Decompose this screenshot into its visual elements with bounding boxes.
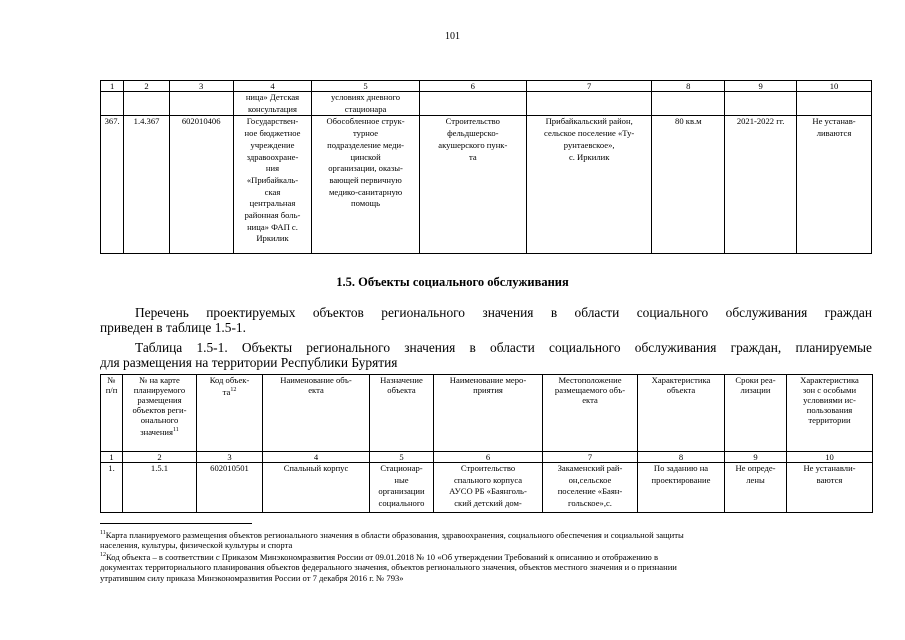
activity-name: Строительство спального корпуса АУСО РБ «Баянголь- ский детский дом- [434,463,543,513]
object-purpose: Стационар- ные организации социального [370,463,434,513]
index-cell: 6 [434,452,543,463]
footnote-mark: 12 [100,552,106,558]
table-cell: условиях дневного стационара [312,92,419,116]
index-cell: 7 [526,81,651,92]
footnote-ref: 11 [172,427,179,433]
index-cell: 7 [543,452,638,463]
object-purpose: Обособленное струк- турное подразделение меди- цинской организации, оказы- вающей первичную медико-санитарную помощь [312,116,419,254]
header-activity-name: Наименование меро- приятия [434,375,543,452]
table-row [101,116,872,254]
footnote-ref: 12 [230,387,237,393]
table-social-services [100,374,873,513]
index-cell: 10 [797,81,872,92]
header-special-zones: Характеристика зон с особыми условиями ис- пользования территории [787,375,873,452]
footnote-12: $^{12}$Код объекта – в соответствии с Приказом Минэкономразвития России от 09.01.2018 № 10 «Об утверждении Требований к описанию и отображению в документах территориального планирования объектов федерального значения, объектов регионального значения, объектов местного значения и о признании утратившим силу приказа Минэкономразвития России от 7 декабря 2016 г. № 793» [100,551,677,583]
header-period: Сроки реа- лизации [725,375,787,452]
special-zones: Не устанав- ливаются [797,116,872,254]
object-characteristic: 80 кв.м [652,116,725,254]
index-cell: 1 [101,81,124,92]
header-number: № п/п [101,375,123,452]
header-location: Местоположение размещаемого объ- екта [543,375,638,452]
special-zones: Не устанавли- ваются [787,463,873,513]
table-index-row [101,452,873,463]
object-code: 602010501 [197,463,263,513]
footnote-mark: 11 [100,530,106,536]
object-name: Спальный корпус [263,463,370,513]
row-number: 1. [101,463,123,513]
table-objects-healthcare [100,80,872,254]
index-cell: 1 [101,452,123,463]
header-object-name: Наименование объ- екта [263,375,370,452]
activity-name: Строительство фельдшерско- акушерского пунк- та [419,116,526,254]
index-cell: 8 [638,452,725,463]
map-number: 1.5.1 [123,463,197,513]
index-cell: 8 [652,81,725,92]
object-name: Государствен- ное бюджетное учреждение здравоохране- ния «Прибайкаль- ская центральная районная боль- ница» ФАП с. Иркилик [233,116,312,254]
table-header-row [101,375,873,452]
index-cell: 9 [725,452,787,463]
row-number: 367. [101,116,124,254]
implementation-period: Не опреде- лены [725,463,787,513]
index-cell: 2 [124,81,170,92]
table-index-row [101,81,872,92]
footnote-divider [100,523,252,524]
header-map-number: № на карте планируемого размещения объектов реги- онального значения$^{11}$ [123,375,197,452]
implementation-period: 2021-2022 гг. [725,116,797,254]
section-title: 1.5. Объекты социального обслуживания [336,275,569,289]
index-cell: 4 [263,452,370,463]
index-cell: 3 [197,452,263,463]
index-cell: 6 [419,81,526,92]
object-code: 602010406 [169,116,233,254]
header-characteristic: Характеристика объекта [638,375,725,452]
object-location: Закаменский рай- он,сельское поселение «Баян- гольское»,с. [543,463,638,513]
object-location: Прибайкальский район, сельское поселение «Ту- рунтаевское», с. Иркилик [526,116,651,254]
index-cell: 3 [169,81,233,92]
index-cell: 2 [123,452,197,463]
index-cell: 5 [370,452,434,463]
intro-paragraph: Перечень проектируемых объектов регионального значения в области социального обслуживания граждан приведен в таблице 1.5-1. [100,305,872,335]
object-characteristic: По заданию на проектирование [638,463,725,513]
table-caption: Таблица 1.5-1. Объекты регионального значения в области социального обслуживания граждан, планируемые для размещения на территории Республики Бурятия [100,340,872,370]
index-cell: 10 [787,452,873,463]
page-number: 101 [445,31,460,42]
footnote-11: $^{11}$Карта планируемого размещения объектов регионального значения в области образования, здравоохранения, социального обеспечения и социальной защиты населения, культуры, физической культуры и спорта [100,529,684,551]
index-cell: 9 [725,81,797,92]
header-object-code: Код объек- $та^{12}$ [197,375,263,452]
header-object-purpose: Назначение объекта [370,375,434,452]
index-cell: 5 [312,81,419,92]
table-row [101,92,872,116]
table-row [101,463,873,513]
index-cell: 4 [233,81,312,92]
map-number: 1.4.367 [124,116,170,254]
table-cell: ница» Детская консультация [233,92,312,116]
